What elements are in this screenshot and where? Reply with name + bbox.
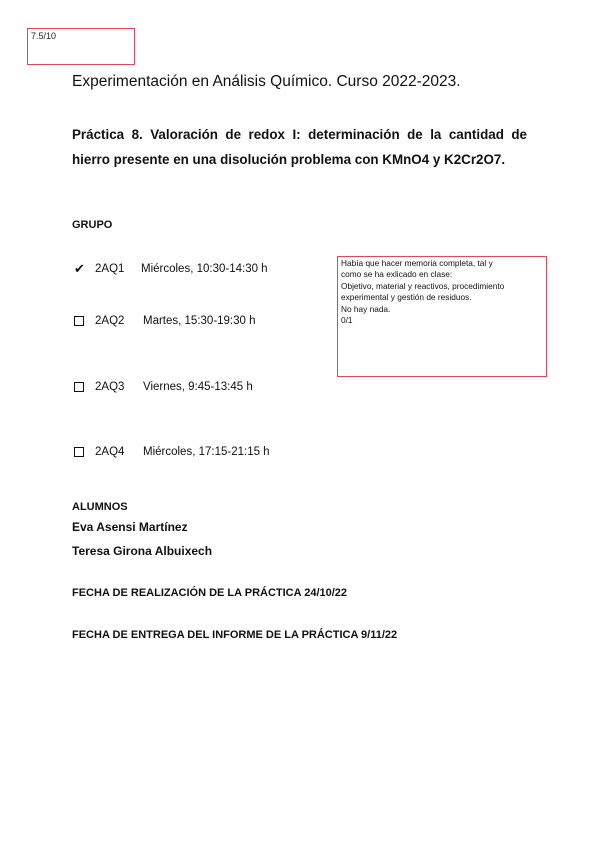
student-name: Teresa Girona Albuixech [72, 544, 213, 558]
students-heading: ALUMNOS [72, 501, 128, 513]
comment-line: Objetivo, material y reactivos, procedimiento [341, 280, 505, 291]
grade-text: 7.5/10 [31, 31, 57, 41]
grade-box [27, 28, 135, 65]
comment-line: No hay nada. [341, 303, 391, 314]
course-title: Experimentación en Análisis Químico. Curso 2022-2023. [72, 73, 461, 90]
comment-line: experimental y gestión de residuos. [341, 292, 472, 303]
group-schedule: Miércoles, 10:30-14:30 h [141, 263, 268, 275]
group-schedule: Miércoles, 17:15-21:15 h [143, 446, 270, 458]
comment-score: 0/1 [341, 315, 353, 326]
group-schedule: Viernes, 9:45-13:45 h [143, 381, 253, 393]
group-code: 2AQ3 [95, 381, 125, 393]
empty-checkbox-icon [74, 447, 84, 457]
teacher-comment [337, 256, 547, 377]
group-option-2aq1 [74, 261, 268, 277]
group-option-2aq3 [74, 381, 253, 393]
student-name: Eva Asensi Martínez [72, 520, 188, 534]
empty-checkbox-icon [74, 382, 84, 392]
group-option-2aq2 [74, 315, 256, 327]
group-heading: GRUPO [72, 219, 113, 231]
group-code: 2AQ1 [95, 263, 125, 275]
group-option-2aq4 [74, 446, 270, 458]
group-code: 2AQ2 [95, 315, 125, 327]
group-code: 2AQ4 [95, 446, 125, 458]
delivery-date: FECHA DE ENTREGA DEL INFORME DE LA PRÁCTICA 9/11/22 [72, 629, 398, 641]
comment-line: Había que hacer memoria completa, tal y [341, 258, 493, 268]
realization-date: FECHA DE REALIZACIÓN DE LA PRÁCTICA 24/10/22 [72, 587, 348, 599]
comment-line: como se ha exlicado en clase: [341, 269, 453, 280]
group-schedule: Martes, 15:30-19:30 h [143, 315, 256, 327]
checkmark-icon: ✔ [74, 261, 85, 276]
practice-title: Práctica 8. Valoración de redox I: determinación de la cantidad de hierro presente en una disolución problema con KMnO4 y K2Cr2O7. [72, 127, 527, 167]
empty-checkbox-icon [74, 316, 84, 326]
